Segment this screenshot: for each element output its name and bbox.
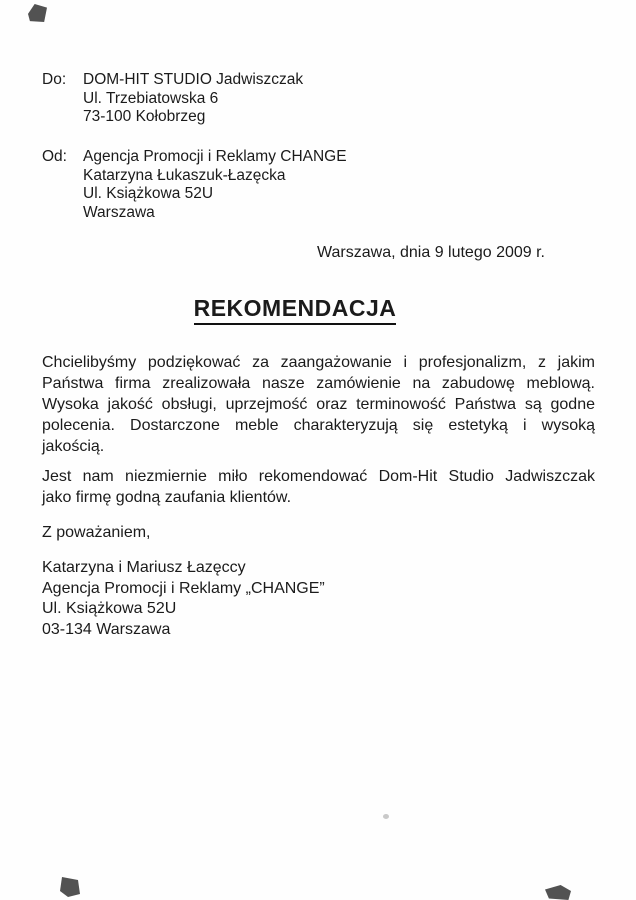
signature-block <box>42 558 325 640</box>
text-line: Katarzyna Łukaszuk-Łazęcka <box>83 166 286 184</box>
scan-artifact-bottom-left <box>60 877 80 897</box>
sender-address <box>83 148 347 222</box>
text-line: Warszawa <box>83 203 155 221</box>
sender-block <box>42 148 347 222</box>
text-line: Jest nam niezmiernie miło rekomendować Dom-Hit Studio Jadwiszczak <box>42 468 595 485</box>
text-line: Katarzyna i Mariusz Łazęccy <box>42 559 246 576</box>
text-line: Wysoka jakość obsługi, uprzejmość oraz terminowość Państwa są godne <box>42 396 595 413</box>
recipient-label: Do: <box>42 71 67 88</box>
date-line: Warszawa, dnia 9 lutego 2009 r. <box>317 244 545 261</box>
text-line: Agencja Promocji i Reklamy CHANGE <box>83 148 347 165</box>
text-line: Ul. Książkowa 52U <box>42 600 177 617</box>
recipient-block <box>42 71 303 127</box>
scan-artifact-speck <box>383 814 389 819</box>
text-line: 03-134 Warszawa <box>42 620 171 638</box>
scan-artifact-top-left <box>28 4 47 22</box>
text-line: DOM-HIT STUDIO Jadwiszczak <box>83 71 304 88</box>
recipient-address <box>83 71 303 127</box>
text-line: polecenia. Dostarczone meble charakteryzują się estetyką i wysoką <box>42 417 595 434</box>
body-paragraph-1 <box>42 352 595 457</box>
closing-phrase: Z poważaniem, <box>42 524 151 541</box>
text-line: Ul. Trzebiatowska 6 <box>83 89 219 107</box>
title-wrap <box>0 295 590 325</box>
text-line: Agencja Promocji i Reklamy „CHANGE” <box>42 579 325 597</box>
text-line: Chcielibyśmy podziękować za zaangażowanie i profesjonalizm, z jakim <box>42 354 595 371</box>
sender-label: Od: <box>42 148 67 165</box>
document-title: REKOMENDACJA <box>194 295 397 325</box>
text-line: jakością. <box>42 438 105 455</box>
body-paragraph-2 <box>42 466 595 508</box>
text-line: 73-100 Kołobrzeg <box>83 108 206 125</box>
text-line: Ul. Książkowa 52U <box>83 185 214 202</box>
text-line: jako firmę godną zaufania klientów. <box>42 489 292 506</box>
text-line: Państwa firma zrealizowała nasze zamówienie na zabudowę meblową. <box>42 375 595 392</box>
scan-artifact-bottom-right <box>545 885 571 900</box>
